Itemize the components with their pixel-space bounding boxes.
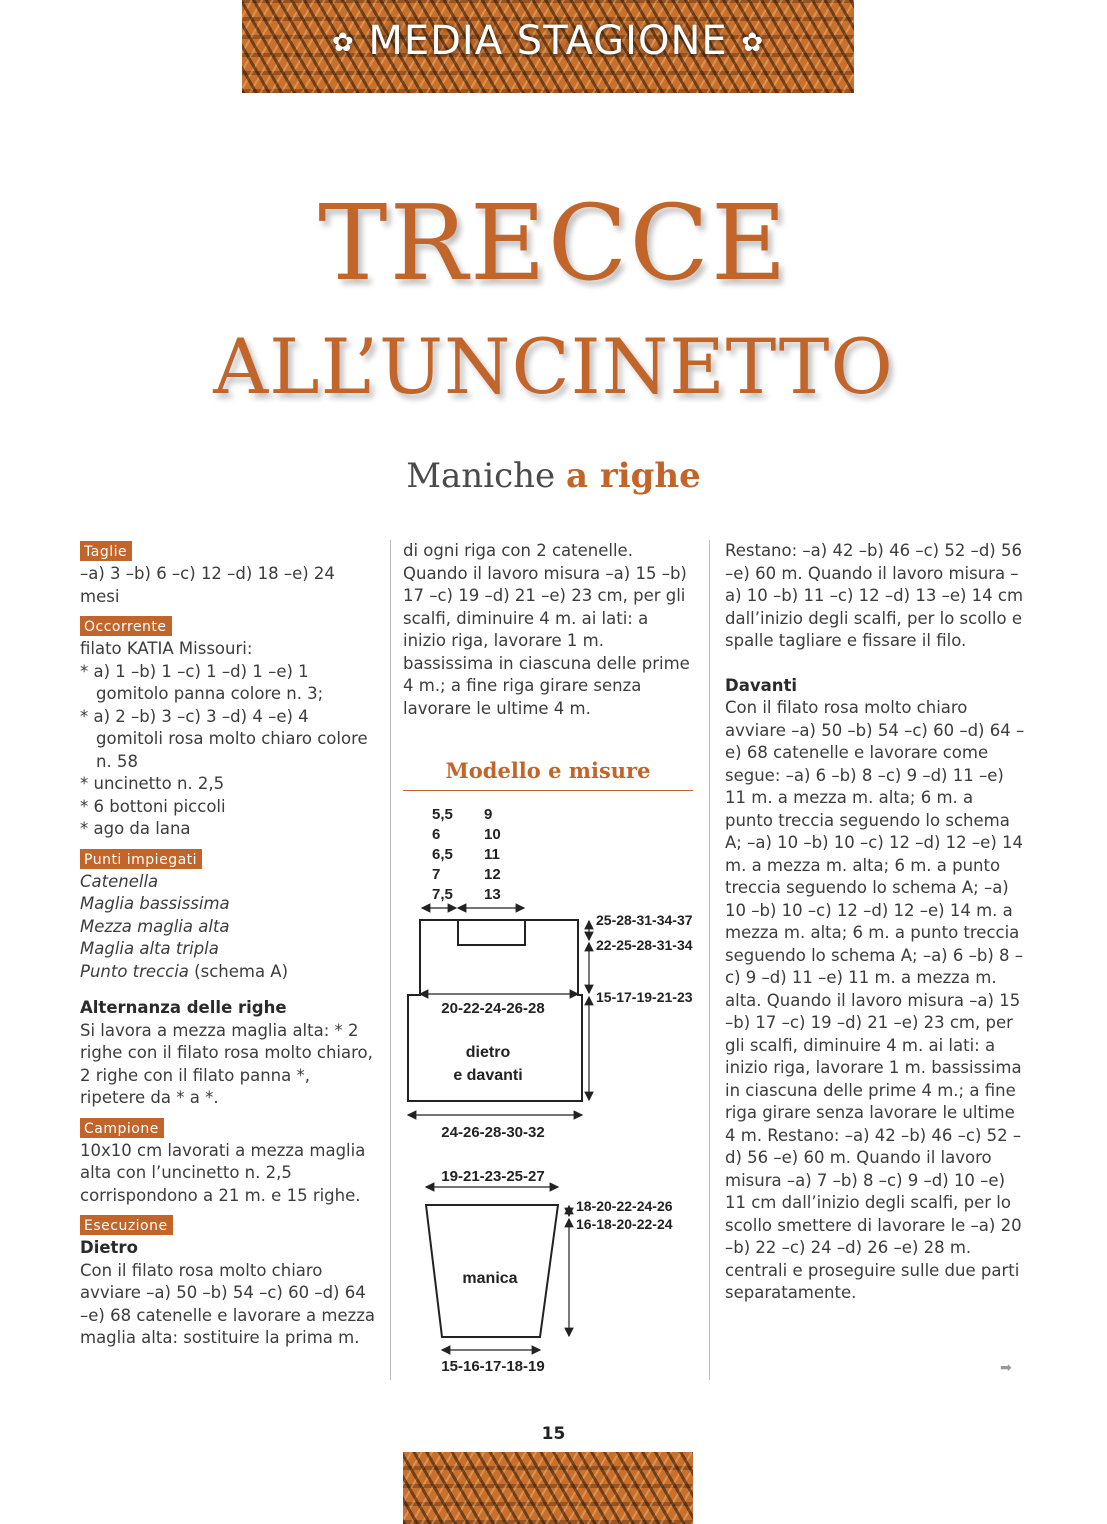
- occorrente-intro: filato KATIA Missouri:: [80, 639, 253, 658]
- shoulder-size: 6,5: [432, 846, 453, 863]
- subtitle-accent: a righe: [565, 456, 701, 496]
- occorrente-item: * a) 2 –b) 3 –c) 3 –d) 4 –e) 4 gomitoli rosa molto chiaro colore n. 58: [80, 706, 368, 771]
- model-title-rule: [403, 790, 693, 791]
- sleeve-total-label: 18-20-22-24-26: [576, 1198, 673, 1214]
- occorrente-item: * a) 1 –b) 1 –c) 1 –d) 1 –e) 1 gomitolo panna colore n. 3;: [80, 661, 324, 703]
- davanti-text: Con il filato rosa molto chiaro avviare –a) 50 –b) 54 –c) 60 –d) 64 –e) 68 catenelle e lavorare come segue: –a) 6 –b) 8 –c) 9 –d) 11 –e) 11 m. a mezza m. alta; 6 m. a punto treccia seguendo lo schema A; –a) 10 –b) 10 –c) 12 –d) 12 –e) 14 m. a mezza m. alta; 6 m. a punto treccia seguendo lo schema A; –a) 10 –b) 10 –c) 12 –d) 12 –e) 14 m. a mezza m. alta; 6 m. a punto treccia seguendo lo schema A; –a) 6 –b) 8 –c) 9 –d) 11 –e) 11 m. a mezza m. alta. Quando il lavoro misura –a) 15 –b) 17 –c) 19 –d) 21 –e) 23 cm, per gli scalfi, diminuire 4 m. ai lati: a inizio riga, lavorare 1 m. bassissima in ciascuna delle prime 4 m.; a fine riga girare senza lavorare le ultime 4 m. Restano: –a) 42 –b) 46 –c) 52 –d) 56 –e) 60 m. Quando il lavoro misura –a) 7 –b) 8 –c) 9 –d) 10 –e) 11 cm dall’inizio degli scalfi, per lo scollo smettere di lavorare le –a) 20 –b) 22 –c) 24 –d) 26 –e) 28 m. centrali e proseguire sulle due parti separatamente.: [725, 698, 1025, 1302]
- neck-size: 9: [484, 806, 493, 823]
- section-tag-occorrente: Occorrente: [80, 616, 172, 636]
- neck-size: 10: [484, 826, 501, 843]
- body-label: e davanti: [453, 1067, 523, 1084]
- bottom-width-label: 24-26-28-30-32: [441, 1124, 545, 1141]
- occorrente-item: * 6 bottoni piccoli: [80, 796, 226, 816]
- punto-item: Catenella: [80, 871, 159, 891]
- section-tag-campione: Campione: [80, 1118, 164, 1138]
- armhole-label: 22-25-28-31-34: [596, 937, 693, 953]
- title-line-1: TRECCE: [318, 182, 789, 304]
- restano-text: Restano: –a) 42 –b) 46 –c) 52 –d) 56 –e) 60 m. Quando il lavoro misura –a) 10 –b) 11 –c) 12 –d) 13 –e) 14 cm dall’inizio degli scalfi, per lo scollo e spalle tagliare e fissare il filo.: [725, 541, 1024, 650]
- measurement-diagram: [400, 795, 700, 1380]
- taglie-text: –a) 3 –b) 6 –c) 12 –d) 18 –e) 24 mesi: [80, 564, 335, 606]
- sleeve-label: manica: [462, 1270, 518, 1287]
- column-2-text: di ogni riga con 2 catenelle. Quando il lavoro misura –a) 15 –b) 17 –c) 19 –d) 21 –e) 23 cm, per gli scalfi, diminuire 4 m. ai lati: a inizio riga, lavorare 1 m. bassissima in ciascuna delle prime 4 m.; a fine riga girare senza lavorare le ultime 4 m.: [403, 541, 690, 718]
- sleeve-bottom-label: 15-16-17-18-19: [441, 1358, 545, 1375]
- next-page-arrow-icon: ➡: [1000, 1360, 1012, 1376]
- punto-item: Mezza maglia alta: [80, 916, 230, 936]
- body-label: dietro: [465, 1044, 511, 1061]
- model-title: Modello e misure: [445, 758, 651, 783]
- punto-item-name: Punto treccia: [80, 961, 189, 981]
- shoulder-size: 7: [432, 866, 441, 883]
- band-title-text: MEDIA STAGIONE: [368, 18, 728, 64]
- column-divider: [709, 540, 710, 1380]
- band-title: [242, 18, 854, 64]
- title-line-2: ALL’UNCINETTO: [213, 322, 894, 411]
- punto-item: Maglia alta tripla: [80, 939, 219, 958]
- shoulder-size: 6: [432, 826, 441, 843]
- neck-size: 11: [484, 846, 500, 863]
- column-1: [80, 540, 375, 1350]
- flower-icon: ✿: [741, 28, 765, 58]
- column-2: [403, 540, 693, 720]
- page-number: 15: [541, 1424, 566, 1444]
- davanti-heading: Davanti: [725, 675, 798, 695]
- occorrente-item: * ago da lana: [80, 819, 191, 838]
- neckline-outline: [458, 920, 525, 945]
- punto-item-last: [80, 961, 375, 984]
- shoulder-size: 5,5: [432, 806, 453, 823]
- alternanza-heading: Alternanza delle righe: [80, 998, 287, 1017]
- chest-label: 20-22-24-26-28: [441, 1000, 545, 1017]
- shoulder-size: 7,5: [432, 886, 453, 903]
- sleeve-top-label: 19-21-23-25-27: [441, 1168, 545, 1185]
- column-3: [725, 540, 1025, 1305]
- shoulder-sizes: [432, 806, 501, 903]
- punto-item: Maglia bassissima: [80, 894, 230, 913]
- sleeve-length-label: 16-18-20-22-24: [576, 1216, 673, 1232]
- neck-size: 13: [484, 886, 501, 903]
- neck-size: 12: [484, 866, 501, 883]
- flower-icon: ✿: [331, 28, 355, 58]
- subtitle: [0, 456, 1107, 496]
- section-tag-esecuzione: Esecuzione: [80, 1215, 173, 1235]
- section-tag-punti: Punti impiegati: [80, 849, 202, 869]
- armhole-total-label: 25-28-31-34-37: [596, 912, 693, 928]
- campione-text: 10x10 cm lavorati a mezza maglia alta con l’uncinetto n. 2,5 corrispondono a 21 m. e 15 righe.: [80, 1140, 366, 1205]
- body-lower-label: 15-17-19-21-23: [596, 989, 693, 1005]
- section-tag-taglie: Taglie: [80, 541, 132, 561]
- alternanza-text: Si lavora a mezza maglia alta: * 2 righe con il filato rosa molto chiaro, 2 righe con il filato panna *, ripetere da * a *.: [80, 1020, 373, 1107]
- footer-band: [403, 1452, 693, 1524]
- dietro-heading: Dietro: [80, 1238, 138, 1257]
- occorrente-item: * uncinetto n. 2,5: [80, 774, 225, 793]
- subtitle-prefix: Maniche: [406, 456, 556, 496]
- punto-item-suffix: (schema A): [188, 961, 289, 981]
- column-divider: [390, 540, 391, 1380]
- dietro-text: Con il filato rosa molto chiaro avviare –a) 50 –b) 54 –c) 60 –d) 64 –e) 68 catenelle e lavorare a mezza maglia alta: sostituire la prima m.: [80, 1260, 375, 1347]
- header-band: [242, 0, 854, 93]
